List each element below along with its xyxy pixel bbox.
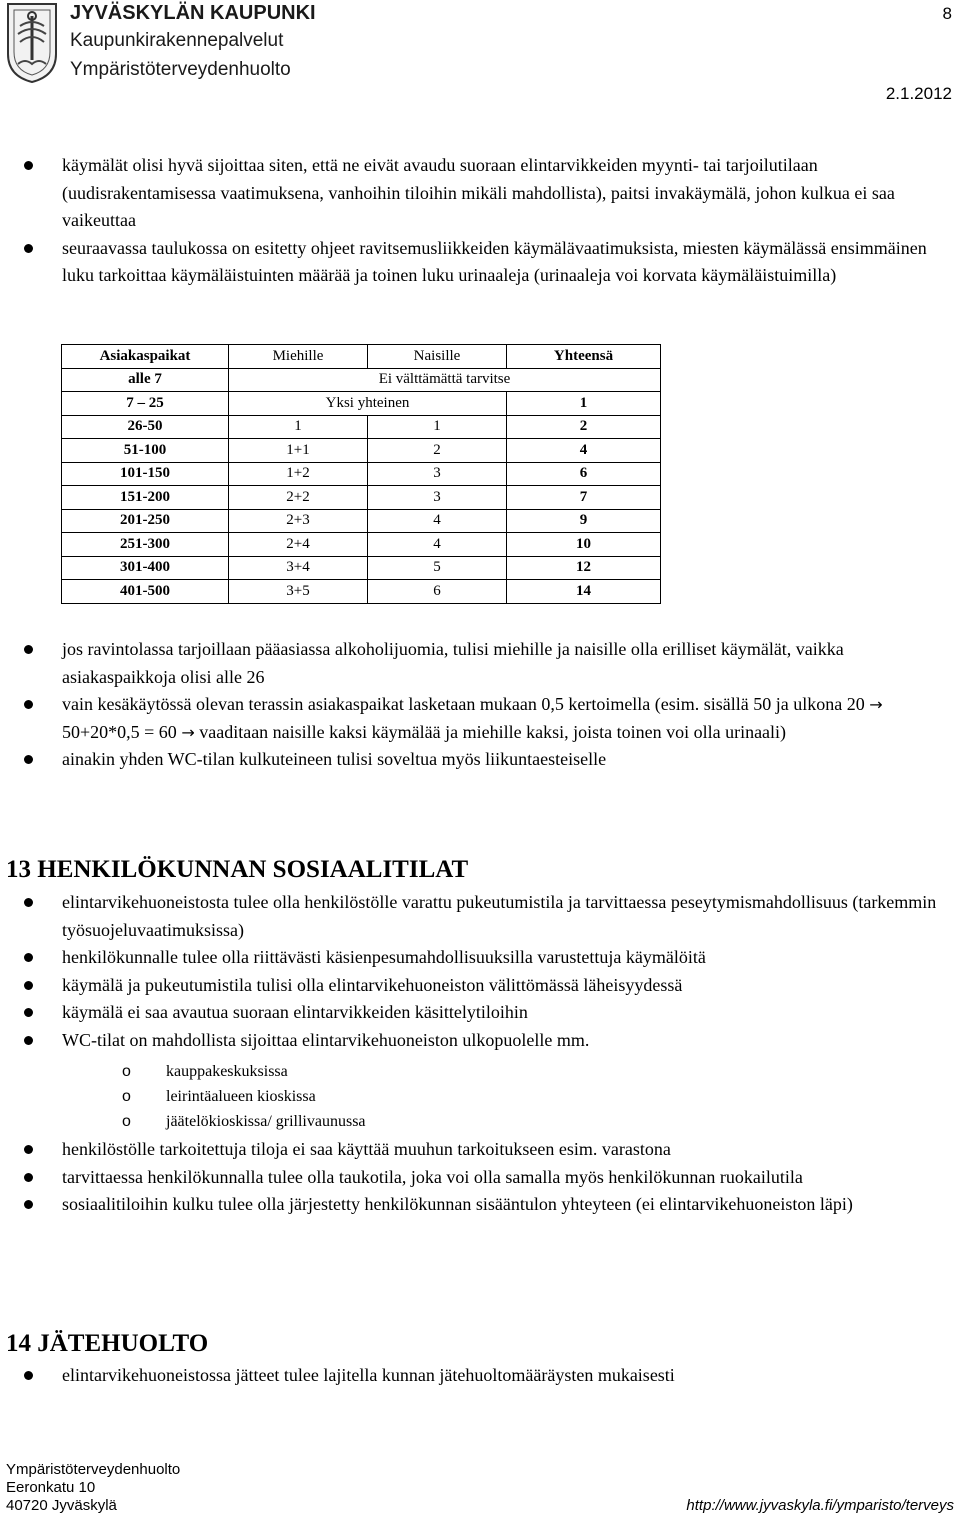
- bullet-dot-icon: [24, 898, 33, 907]
- toilet-requirements-table: [61, 344, 661, 604]
- intro-bullet-list: [0, 152, 960, 290]
- bullet-dot-icon: [24, 755, 33, 764]
- list-item: tarvittaessa henkilökunnalla tulee olla taukotila, joka voi olla samalla myös henkilökunnan ruokailutila: [0, 1164, 960, 1192]
- list-item: seuraavassa taulukossa on esitetty ohjeet ravitsemusliikkeiden käymälävaatimuksista, miesten käymälässä ensimmäinen luku tarkoittaa käymäläistuinten määrää ja toinen luku urinaaleja (urinaaleja voi korvata käymäläistuimilla): [0, 235, 960, 290]
- bullet-dot-icon: [24, 1200, 33, 1209]
- table-row: 26-50 1 1 2: [62, 415, 661, 439]
- section-14-bullet-list: [0, 1362, 960, 1390]
- after-table-bullet-list: [0, 636, 960, 774]
- column-header-men: Miehille: [229, 345, 368, 369]
- table-row: 7 – 25 Yksi yhteinen 1: [62, 392, 661, 416]
- list-item: o kauppakeskuksissa: [0, 1059, 366, 1084]
- section-13-bullet-list: [0, 889, 960, 1054]
- footer-street: Eeronkatu 10: [6, 1479, 96, 1496]
- table-row: 201-250 2+3 4 9: [62, 509, 661, 533]
- list-item: elintarvikehuoneistossa jätteet tulee lajitella kunnan jätehuoltomääräysten mukaisesti: [0, 1362, 960, 1390]
- right-arrow-icon: →: [181, 722, 195, 742]
- list-item: henkilökunnalle tulee olla riittävästi käsienpesumahdollisuuksilla varustettuja käymälöitä: [0, 944, 960, 972]
- table-row: 401-500 3+5 6 14: [62, 580, 661, 604]
- bullet-dot-icon: [24, 161, 33, 170]
- table-row: 151-200 2+2 3 7: [62, 486, 661, 510]
- column-header-total: Yhteensä: [507, 345, 661, 369]
- footer-unit: Ympäristöterveydenhuolto: [6, 1461, 181, 1478]
- list-item: o leirintäalueen kioskissa: [0, 1084, 366, 1109]
- table-row: 101-150 1+2 3 6: [62, 462, 661, 486]
- list-item: ainakin yhden WC-tilan kulkuteineen tulisi soveltua myös liikuntaesteiselle: [0, 746, 960, 774]
- list-item: jos ravintolassa tarjoillaan pääasiassa alkoholijuomia, tulisi miehille ja naisille olla erilliset käymälät, vaikka asiakaspaikkoja olisi alle 26: [0, 636, 960, 691]
- right-arrow-icon: →: [869, 695, 883, 714]
- bullet-dot-icon: [24, 1371, 33, 1380]
- section-14-title: 14 JÄTEHUOLTO: [6, 1330, 209, 1357]
- footer-city: 40720 Jyväskylä: [6, 1497, 117, 1514]
- bullet-dot-icon: [24, 1173, 33, 1182]
- list-item: vain kesäkäytössä olevan terassin asiakaspaikat lasketaan mukaan 0,5 kertoimella (esim. sisällä 50 ja ulkona 20 → 50+20*0,5 = 60 → vaaditaan naisille kaksi käymälää ja miehille kaksi, joista toinen voi olla urinaali): [0, 691, 960, 746]
- circle-bullet-icon: o: [122, 1088, 131, 1105]
- section-13-bullet-list-2: [0, 1136, 960, 1219]
- bullet-dot-icon: [24, 953, 33, 962]
- column-header-seats: Asiakaspaikat: [62, 345, 229, 369]
- page-number: 8: [942, 4, 952, 23]
- city-coat-of-arms-logo: [6, 2, 58, 84]
- bullet-dot-icon: [24, 1008, 33, 1017]
- table-row: 51-100 1+1 2 4: [62, 439, 661, 463]
- table-row: alle 7 Ei välttämättä tarvitse: [62, 368, 661, 392]
- list-item: käymälät olisi hyvä sijoittaa siten, että ne eivät avaudu suoraan elintarvikkeiden myynti- tai tarjoilutilaan (uudisrakentamisessa vaatimuksena, vanhoihin tiloihin mikäli mahdollista), paitsi invakäymälä, johon kulkua ei saa vaikeuttaa: [0, 152, 960, 235]
- section-13-sub-list: [0, 1059, 366, 1134]
- section-13-title: 13 HENKILÖKUNNAN SOSIAALITILAT: [6, 856, 469, 883]
- bullet-dot-icon: [24, 1145, 33, 1154]
- header-organization: JYVÄSKYLÄN KAUPUNKI: [70, 2, 316, 24]
- list-item: käymälä ja pukeutumistila tulisi olla elintarvikehuoneiston välittömässä läheisyydessä: [0, 972, 960, 1000]
- list-item: o jäätelökioskissa/ grillivaunussa: [0, 1109, 366, 1134]
- header-unit: Ympäristöterveydenhuolto: [70, 59, 291, 80]
- list-item: WC-tilat on mahdollista sijoittaa elintarvikehuoneiston ulkopuolelle mm.: [0, 1027, 960, 1055]
- column-header-women: Naisille: [368, 345, 507, 369]
- bullet-dot-icon: [24, 645, 33, 654]
- bullet-dot-icon: [24, 1036, 33, 1045]
- footer-url[interactable]: http://www.jyvaskyla.fi/ymparisto/terveys: [686, 1497, 954, 1514]
- list-item: henkilöstölle tarkoitettuja tiloja ei saa käyttää muuhun tarkoitukseen esim. varastona: [0, 1136, 960, 1164]
- bullet-dot-icon: [24, 981, 33, 990]
- table-row: 251-300 2+4 4 10: [62, 533, 661, 557]
- list-item: käymälä ei saa avautua suoraan elintarvikkeiden käsittelytiloihin: [0, 999, 960, 1027]
- table-header-row: [62, 345, 661, 369]
- bullet-dot-icon: [24, 700, 33, 709]
- bullet-dot-icon: [24, 244, 33, 253]
- circle-bullet-icon: o: [122, 1113, 131, 1130]
- header-department: Kaupunkirakennepalvelut: [70, 30, 284, 51]
- header-date: 2.1.2012: [885, 84, 952, 103]
- circle-bullet-icon: o: [122, 1063, 131, 1080]
- list-item: sosiaalitiloihin kulku tulee olla järjestetty henkilökunnan sisääntulon yhteyteen (ei elintarvikehuoneiston läpi): [0, 1191, 960, 1219]
- list-item: elintarvikehuoneistosta tulee olla henkilöstölle varattu pukeutumistila ja tarvittaessa peseytymismahdollisuus (tarkemmin työsuojeluvaatimuksissa): [0, 889, 960, 944]
- table-row: 301-400 3+4 5 12: [62, 556, 661, 580]
